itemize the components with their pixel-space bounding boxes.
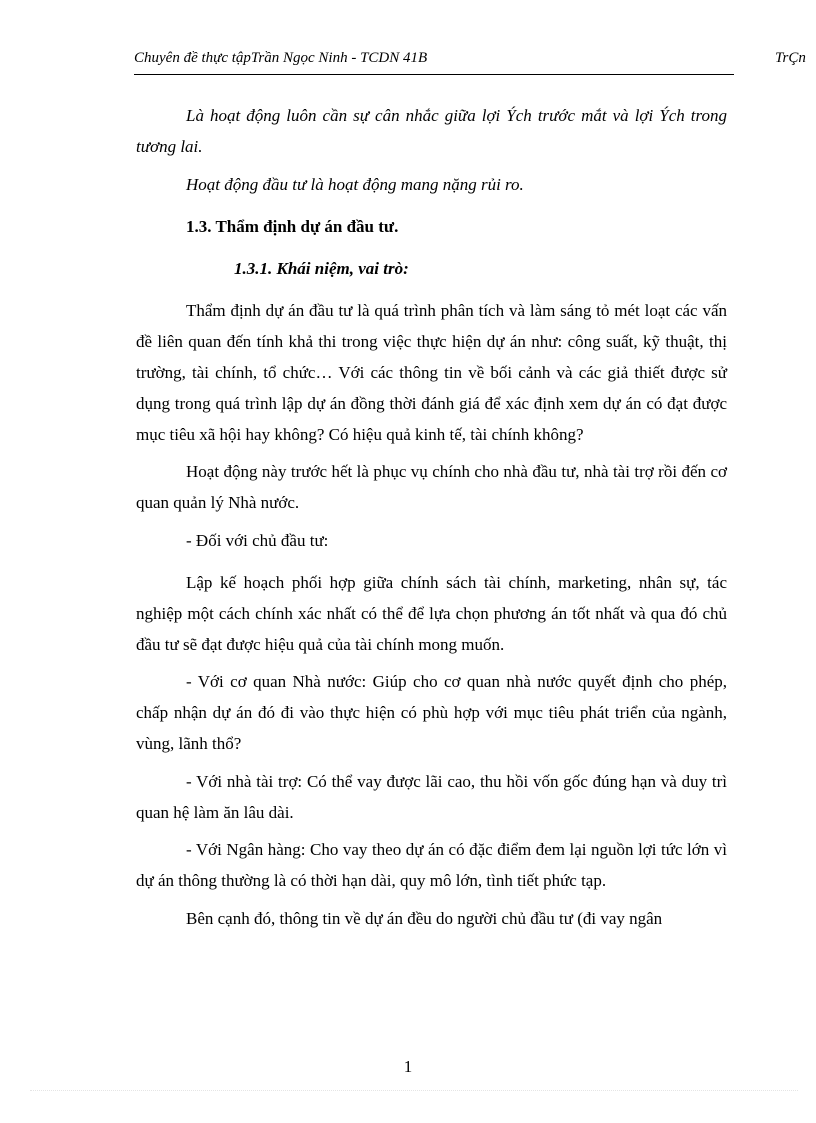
paragraph: - Với cơ quan Nhà nước: Giúp cho cơ quan nhà nước quyết định cho phép, chấp nhận dự án đó đi vào thực hiện có phù hợp với mục tiêu phát triển của ngành, vùng, lãnh thổ? [136,672,727,753]
section-heading: 1.3. Thẩm định dự án đầu tư. [186,216,399,236]
paragraph: Bên cạnh đó, thông tin về dự án đều do người chủ đầu tư (đi vay ngân [186,908,663,928]
paragraph: - Với nhà tài trợ: Có thể vay được lãi cao, thu hồi vốn gốc đúng hạn và duy trì quan hệ làm ăn lâu dài. [136,771,727,822]
paragraph: - Với Ngân hàng: Cho vay theo dự án có đặc điểm đem lại nguồn lợi tức lớn vì dự án thông thường là có thời hạn dài, quy mô lớn, tình tiết phức tạp. [136,840,727,890]
running-header-right: TrÇn [775,50,806,66]
paragraph: - Đối với chủ đầu tư: [186,530,329,550]
paragraph: Thẩm định dự án đầu tư là quá trình phân tích và làm sáng tỏ mét loạt các vấn đề liên quan đến tính khả thi trong việc thực hiện dự án như: công suất, kỹ thuật, thị trường, tài chính, tổ chức… Với các thông tin về bối cảnh và các giả thiết được sử dụng trong quá trình lập dự án đồng thời đánh giá để xác định xem dự án có đạt được mục tiêu xã hội hay không? Có hiệu quả kinh tế, tài chính không? [136,300,727,444]
paragraph: Hoạt động này trước hết là phục vụ chính cho nhà đầu tư, nhà tài trợ rồi đến cơ quan quản lý Nhà nước. [136,462,727,512]
page-number: 1 [403,1057,413,1076]
running-header: Chuyên đề thực tậpTrần Ngọc Ninh - TCDN 41B [134,50,428,66]
page-bottom-divider [30,1090,798,1091]
document-body [136,100,727,940]
subsection-heading: 1.3.1. Khái niệm, vai trò: [234,258,409,278]
paragraph: Hoạt động đầu tư là hoạt động mang nặng rủi ro. [186,174,524,194]
paragraph: Là hoạt động luôn cần sự cân nhắc giữa lợi Ých trước mắt và lợi Ých trong tương lai. [136,106,727,156]
paragraph: Lập kế hoạch phối hợp giữa chính sách tài chính, marketing, nhân sự, tác nghiệp một cách chính xác nhất có thể để lựa chọn phương án tốt nhất và qua đó chủ đầu tư sẽ đạt được hiệu quả của tài chính mong muốn. [136,572,727,654]
header-rule [134,74,734,75]
